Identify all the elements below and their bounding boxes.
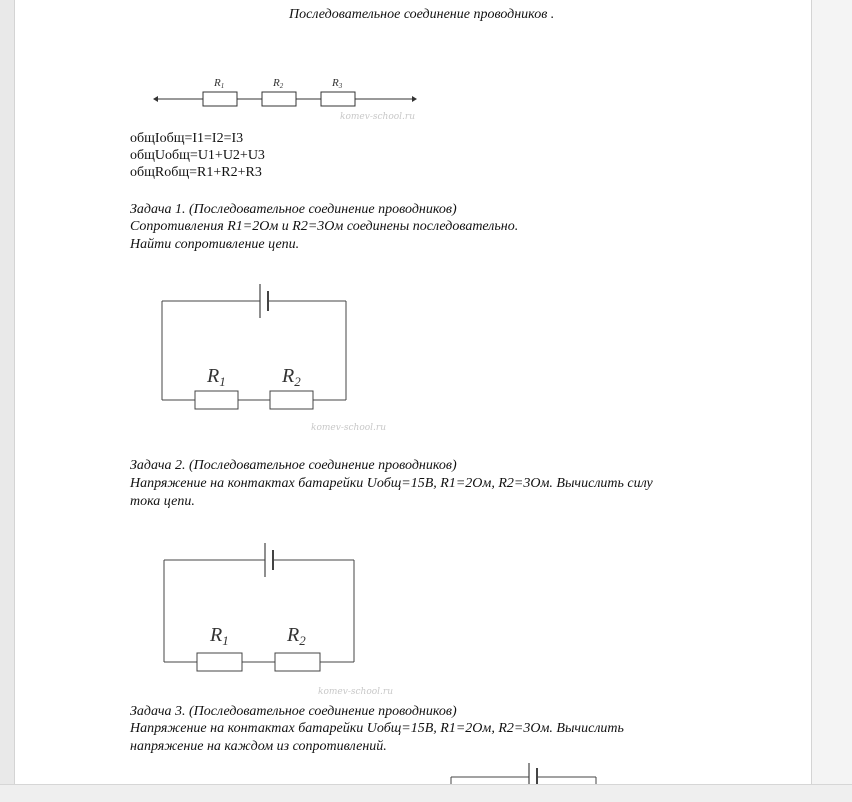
label-r1: $R_1$ — [207, 365, 226, 389]
task2-heading: Задача 2. (Последовательное соединение проводников) — [130, 458, 457, 473]
label-r1: R1 — [214, 77, 225, 90]
label-r2: $R_2$ — [287, 624, 306, 648]
label-r2: $R_2$ — [282, 365, 301, 389]
resistor-r1 — [203, 92, 237, 106]
task1-line1: Сопротивления R1=2Ом и R2=3Ом соединены последовательно. — [130, 219, 519, 234]
circuit-diagram-task1 — [145, 278, 405, 438]
resistor-r3 — [321, 92, 355, 106]
series-diagram-three-resistors — [145, 70, 435, 125]
page-title: Последовательное соединение проводников . — [289, 7, 555, 22]
document-page — [14, 0, 812, 784]
label-r1: $R_1$ — [210, 624, 229, 648]
resistor-r2 — [270, 391, 313, 409]
right-gutter — [811, 0, 852, 784]
watermark: komev-school.ru — [340, 112, 415, 122]
watermark: komev-school.ru — [318, 687, 393, 697]
circuit-diagram-task2 — [145, 537, 405, 697]
resistor-r2 — [275, 653, 320, 671]
formula-current: общIобщ=I1=I2=I3 — [130, 131, 244, 146]
task3-line1: Напряжение на контактах батарейки Uобщ=15В, R1=2Ом, R2=3Ом. Вычислить — [130, 721, 624, 736]
task2-line1: Напряжение на контактах батарейки Uобщ=15В, R1=2Ом, R2=3Ом. Вычислить силу — [130, 476, 653, 491]
resistor-r2 — [262, 92, 296, 106]
watermark: komev-school.ru — [311, 423, 386, 433]
bottom-status-bar — [0, 784, 852, 802]
resistor-r1 — [197, 653, 242, 671]
task1-line2: Найти сопротивление цепи. — [130, 237, 300, 252]
formula-resistance: общRобщ=R1+R2+R3 — [130, 165, 262, 180]
task2-line2: тока цепи. — [130, 494, 195, 509]
circuit-diagram-task3-partial — [445, 760, 625, 784]
resistor-r1 — [195, 391, 238, 409]
label-r3: R3 — [332, 77, 343, 90]
task3-line2: напряжение на каждом из сопротивлений. — [130, 739, 387, 754]
formula-voltage: общUобщ=U1+U2+U3 — [130, 148, 265, 163]
label-r2: R2 — [273, 77, 284, 90]
task1-heading: Задача 1. (Последовательное соединение проводников) — [130, 202, 457, 217]
task3-heading: Задача 3. (Последовательное соединение проводников) — [130, 704, 457, 719]
